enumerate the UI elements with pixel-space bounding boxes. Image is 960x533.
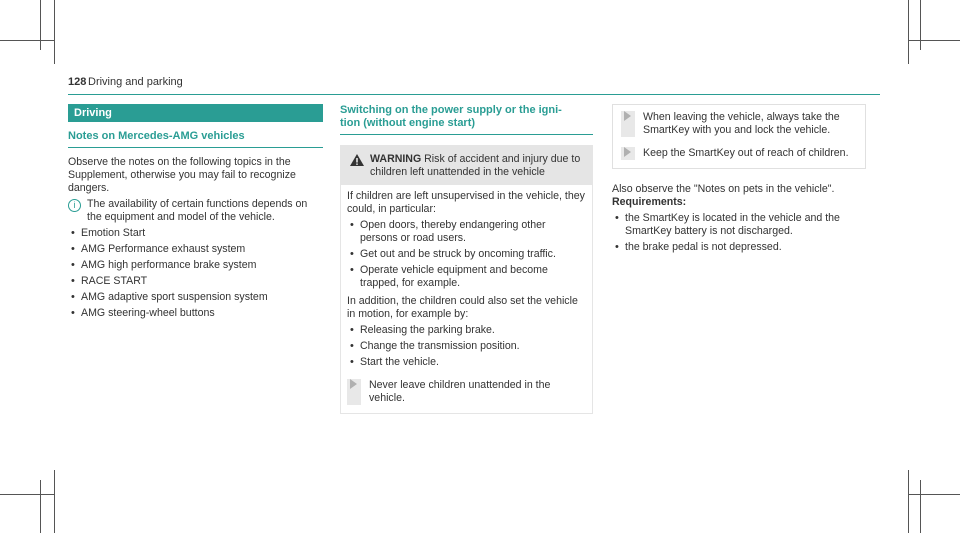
subheading bbox=[340, 104, 593, 135]
warning-text: Risk of accident and injury due to children left unattended in the vehicle bbox=[370, 153, 581, 178]
warning-para: If children are left unsupervised in the vehicle, they could, in particular: bbox=[347, 190, 585, 215]
running-title: Driving and parking bbox=[88, 76, 183, 88]
warning-box bbox=[340, 145, 593, 414]
list-item: • AMG high performance brake system bbox=[68, 259, 323, 272]
list-item: • AMG adaptive sport suspension system bbox=[68, 291, 323, 304]
crop-mark bbox=[920, 0, 921, 50]
warning-icon bbox=[350, 154, 364, 166]
warning-label: WARNING bbox=[370, 153, 422, 165]
crop-mark bbox=[908, 470, 909, 533]
instruction-strip bbox=[621, 147, 635, 160]
info-note bbox=[68, 198, 323, 224]
crop-mark bbox=[908, 494, 960, 495]
topic-list bbox=[68, 227, 323, 320]
warning-header bbox=[340, 145, 593, 185]
crop-mark bbox=[0, 494, 54, 495]
instruction-text: Keep the SmartKey out of reach of children. bbox=[643, 147, 849, 159]
column-left bbox=[68, 104, 323, 320]
page-number: 128 bbox=[68, 76, 87, 88]
also-observe: Also observe the "Notes on pets in the vehicle". bbox=[612, 183, 835, 195]
subheading-line: Switching on the power supply or the igni- bbox=[340, 104, 562, 116]
arrow-icon bbox=[624, 147, 631, 157]
page-header bbox=[68, 74, 880, 95]
column-right bbox=[612, 104, 880, 254]
instruction-text: Never leave children unattended in the vehicle. bbox=[369, 379, 551, 404]
crop-mark bbox=[40, 0, 41, 50]
list-item: • Change the transmission position. bbox=[347, 340, 586, 353]
arrow-icon bbox=[624, 111, 631, 121]
list-item: • AMG Performance exhaust system bbox=[68, 243, 323, 256]
motion-para: In addition, the children could also set the vehicle in motion, for example by: bbox=[347, 295, 578, 320]
column-middle bbox=[340, 104, 593, 414]
crop-mark bbox=[908, 40, 960, 41]
instruction bbox=[347, 379, 586, 405]
instruction-strip bbox=[621, 111, 635, 137]
instruction bbox=[621, 147, 857, 160]
list-item: • Emotion Start bbox=[68, 227, 323, 240]
warning-body bbox=[340, 185, 593, 414]
requirements-list bbox=[612, 212, 880, 254]
crop-mark bbox=[54, 470, 55, 533]
requirements-label: Requirements: bbox=[612, 196, 687, 208]
list-item: • RACE START bbox=[68, 275, 323, 288]
list-item: • Get out and be struck by oncoming traffic. bbox=[347, 248, 586, 261]
info-icon: i bbox=[68, 199, 81, 212]
list-item: • Start the vehicle. bbox=[347, 356, 586, 369]
crop-mark bbox=[0, 40, 54, 41]
list-item: • the brake pedal is not depressed. bbox=[612, 241, 880, 254]
instruction-strip bbox=[347, 379, 361, 405]
subheading-line: tion (without engine start) bbox=[340, 117, 476, 129]
list-item: • Open doors, thereby endangering other persons or road users. bbox=[347, 219, 586, 245]
list-item: • Releasing the parking brake. bbox=[347, 324, 586, 337]
info-note-text: The availability of certain functions depends on the equipment and model of the vehicle. bbox=[87, 198, 308, 223]
section-title: Driving bbox=[68, 104, 323, 122]
instruction-box bbox=[612, 104, 866, 169]
instruction bbox=[621, 111, 857, 137]
crop-mark bbox=[920, 480, 921, 533]
motion-list bbox=[347, 324, 586, 369]
subheading: Notes on Mercedes-AMG vehicles bbox=[68, 130, 323, 148]
crop-mark bbox=[40, 480, 41, 533]
list-item: • the SmartKey is located in the vehicle and the SmartKey battery is not discharged. bbox=[612, 212, 880, 238]
arrow-icon bbox=[350, 379, 357, 389]
crop-mark bbox=[908, 0, 909, 64]
crop-mark bbox=[54, 0, 55, 64]
list-item: • AMG steering-wheel buttons bbox=[68, 307, 323, 320]
list-item: • Operate vehicle equipment and become trapped, for example. bbox=[347, 264, 586, 290]
intro-text: Observe the notes on the following topics in the Supplement, otherwise you may fail to recognize dangers. bbox=[68, 156, 296, 194]
warning-list bbox=[347, 219, 586, 290]
instruction-text: When leaving the vehicle, always take the SmartKey with you and lock the vehicle. bbox=[643, 111, 840, 136]
